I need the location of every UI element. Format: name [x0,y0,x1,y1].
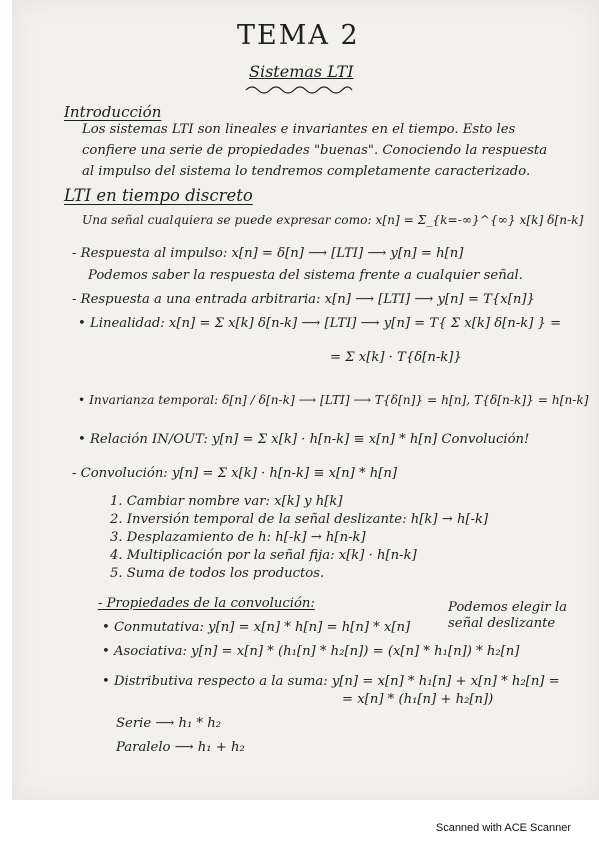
commutative-line: • Conmutativa: y[n] = x[n] * h[n] = h[n] * x[n] [102,620,411,635]
page-subtitle: Sistemas LTI [249,62,354,81]
arbitrary-input-line: - Respuesta a una entrada arbitraria: x[n] ⟶ [LTI] ⟶ y[n] = T{x[n]} [72,292,535,307]
convolution-step-1: 1. Cambiar nombre var: x[k] y h[k] [110,494,343,509]
scanner-watermark: Scanned with ACE Scanner [435,822,571,834]
series-line: Serie ⟶ h₁ * h₂ [116,716,221,731]
intro-text-line-2: confiere una serie de propiedades "buenas". Conociendo la respuesta [82,143,548,158]
distributive-line: • Distributiva respecto a la suma: y[n] = x[n] * h₁[n] + x[n] * h₂[n] = [102,674,560,689]
section-heading-lti-discreto: LTI en tiempo discreto [64,186,253,205]
signal-decomposition-line: Una señal cualquiera se puede expresar como: x[n] = Σ_{k=-∞}^{∞} x[k] δ[n-k] [82,213,584,227]
in-out-relation-line: • Relación IN/OUT: y[n] = Σ x[k] · h[n-k] ≡ x[n] * h[n] Convolución! [78,432,530,447]
impulse-response-line: - Respuesta al impulso: x[n] = δ[n] ⟶ [LTI] ⟶ y[n] = h[n] [72,246,464,261]
side-note-line-1: Podemos elegir la [448,600,567,615]
distributive-result-line: = x[n] * (h₁[n] + h₂[n]) [342,692,494,707]
time-invariance-line: • Invarianza temporal: δ[n] / δ[n-k] ⟶ [LTI] ⟶ T{δ[n]} = h[n], T{δ[n-k]} = h[n-k] [78,393,589,407]
scanned-page [12,0,599,800]
linearity-result-line: = Σ x[k] · T{δ[n-k]} [330,350,462,365]
linearity-line: • Linealidad: x[n] = Σ x[k] δ[n-k] ⟶ [LTI] ⟶ y[n] = T{ Σ x[k] δ[n-k] } = [78,316,562,331]
convolution-step-4: 4. Multiplicación por la señal fija: x[k] · h[n-k] [110,548,417,563]
convolution-step-3: 3. Desplazamiento de h: h[-k] → h[n-k] [110,530,366,545]
page-title: TEMA 2 [237,20,360,51]
properties-heading: - Propiedades de la convolución: [98,596,315,611]
intro-text-line-1: Los sistemas LTI son lineales e invariantes en el tiempo. Esto les [82,122,516,137]
side-note-line-2: señal deslizante [448,616,556,631]
section-heading-introduccion: Introducción [64,103,162,121]
squiggle-underline-icon [244,82,354,96]
convolution-step-2: 2. Inversión temporal de la señal deslizante: h[k] → h[-k] [110,512,489,527]
intro-text-line-3: al impulso del sistema lo tendremos completamente caracterizado. [82,164,531,179]
convolution-definition-line: - Convolución: y[n] = Σ x[k] · h[n-k] ≡ x[n] * h[n] [72,466,398,481]
parallel-line: Paralelo ⟶ h₁ + h₂ [116,740,245,755]
impulse-response-note: Podemos saber la respuesta del sistema frente a cualquier señal. [88,268,523,283]
convolution-step-5: 5. Suma de todos los productos. [110,566,325,581]
associative-line: • Asociativa: y[n] = x[n] * (h₁[n] * h₂[n]) = (x[n] * h₁[n]) * h₂[n] [102,644,520,659]
